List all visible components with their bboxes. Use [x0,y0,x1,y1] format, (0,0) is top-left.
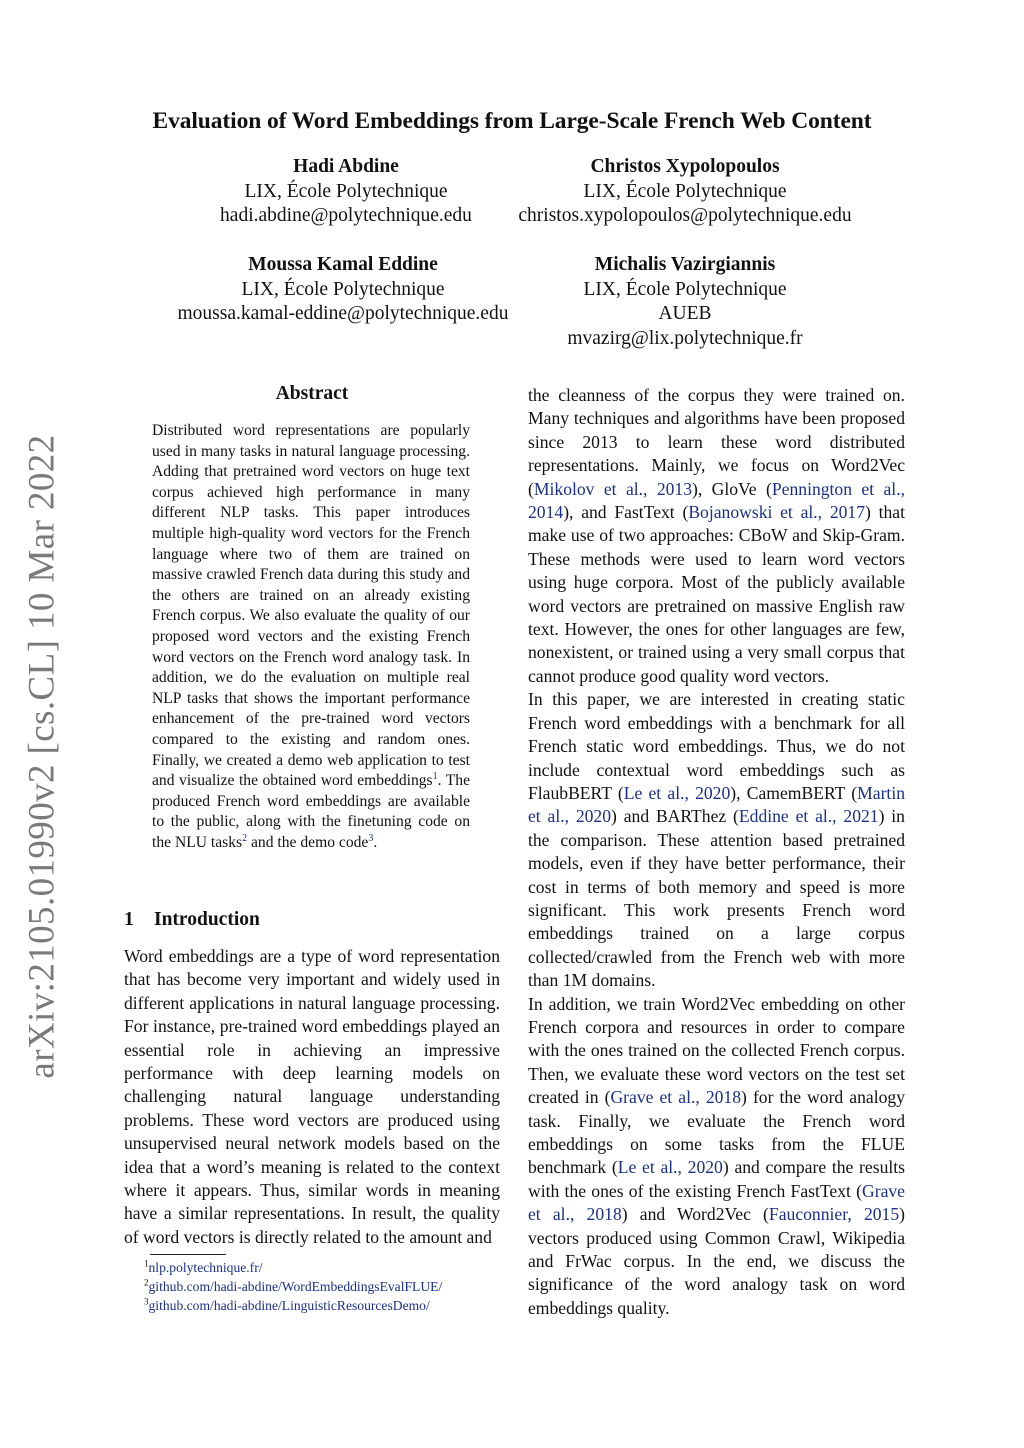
footnote-divider [150,1254,226,1255]
author-block-4 [530,253,840,351]
author-affiliation: LIX, École Polytechnique [583,278,787,300]
text: ), CamemBERT ( [730,782,858,803]
section-heading [124,909,260,931]
abstract-text: Distributed word representations are popularly used in many tasks in natural language processing. Adding that pretrained word vectors on huge text corpus achieved high performance in many different NLP tasks. This paper introduces multiple high-quality word vectors for the French language where two of them are trained on massive crawled French data during this study and the others are trained on an already existing French corpus. We also evaluate the quality of our proposed word vectors and the existing French word vectors on the French word analogy task. In addition, we do the evaluation on multiple real NLP tasks that shows the important performance enhancement of the pre-trained word vectors compared to the existing and random ones. Finally, we created a demo web application to test and visualize the obtained word embeddings [152,422,470,790]
footnote-ref-3[interactable]: 3 [368,832,374,844]
text: ) and Word2Vec ( [621,1204,769,1225]
footnote-2 [144,1277,442,1296]
arxiv-stamp-container [14,433,70,1079]
author-block-1 [186,155,506,229]
citation-link[interactable]: Pennington et al., 2014 [528,478,905,523]
citation-link[interactable]: Grave et al., 2018 [610,1087,742,1108]
author-email: moussa.kamal-eddine@polytechnique.edu [177,303,509,325]
citation-link[interactable]: Eddine et al., 2021 [738,806,879,827]
author-affiliation: LIX, École Polytechnique [583,180,787,202]
section-number: 1 [124,909,134,930]
text: ) and BARThez ( [611,806,739,827]
footnote-ref-2[interactable]: 2 [242,832,248,844]
abstract-text: and the demo code [247,833,369,851]
footnote-link[interactable]: github.com/hadi-abdine/LinguisticResourcesDemo/ [148,1298,430,1313]
citation-link[interactable]: Le et al., 2020 [617,1157,723,1178]
author-affiliation: LIX, École Polytechnique [241,278,445,300]
paper-title: Evaluation of Word Embeddings from Large-Scale French Web Content [152,108,872,134]
footnote-3 [144,1296,442,1315]
arxiv-stamp: arXiv:2105.01990v2 [cs.CL] 10 Mar 2022 [21,433,63,1079]
author-affiliation: LIX, École Polytechnique [244,180,448,202]
footnotes [144,1258,442,1315]
footnote-1 [144,1258,442,1277]
citation-link[interactable]: Le et al., 2020 [623,782,731,803]
text: ), and FastText ( [563,502,689,523]
author-name: Christos Xypolopoulos [590,156,780,177]
abstract-heading: Abstract [275,383,349,404]
paragraph [528,384,905,688]
text: ) and compare the results with the ones of the existing French FastText ( [528,1157,905,1201]
author-email: mvazirg@lix.polytechnique.fr [567,327,803,349]
footnote-link[interactable]: nlp.polytechnique.fr/ [148,1260,263,1275]
abstract-body [152,421,470,853]
footnote-number: 3 [144,1296,149,1307]
footnote-ref-1[interactable]: 1 [432,770,438,782]
citation-link[interactable]: Bojanowski et al., 2017 [688,502,866,523]
text: the cleanness of the corpus they were trained on. Many techniques and algorithms have been proposed since 2013 to learn these word distributed representations. Mainly, we focus on Word2Vec ( [528,385,905,499]
author-affiliation-2: AUEB [658,303,712,325]
right-column [528,384,905,1320]
author-name: Moussa Kamal Eddine [248,254,438,275]
paragraph [528,993,905,1321]
paragraph [528,688,905,992]
author-email: christos.xypolopoulos@polytechnique.edu [518,205,852,227]
citation-link[interactable]: Martin et al., 2020 [528,782,906,827]
citation-link[interactable]: Fauconnier, 2015 [768,1204,900,1225]
text: In this paper, we are interested in creating static French word embeddings with a benchmark for all French static word embeddings. Thus, we do not include contextual word embeddings such as FlaubBERT ( [528,689,905,803]
author-email: hadi.abdine@polytechnique.edu [220,205,472,227]
author-block-2 [490,155,880,229]
author-name: Hadi Abdine [293,156,399,177]
section-title: Introduction [154,909,260,930]
abstract-text: . The produced French word embeddings are available to the public, along with the finetuning code on the NLU tasks [152,772,470,851]
text: ) for the word analogy task. Finally, we evaluate the French word embeddings on some tasks from the FLUE benchmark ( [528,1087,905,1178]
text: ) in the comparison. These attention based pretrained models, even if they have better performance, their cost in terms of both memory and speed is more significant. This work presents French word embeddings trained on a large corpus collected/crawled from the French web with more than 1M domains. [528,806,905,991]
abstract-text: . [373,833,378,851]
author-block-3 [160,253,526,327]
footnote-link[interactable]: github.com/hadi-abdine/WordEmbeddingsEvalFLUE/ [148,1279,443,1294]
text: ) vectors produced using Common Crawl, Wikipedia and FrWac corpus. In the end, we discuss the significance of the word analogy task on word embeddings quality. [528,1204,905,1318]
intro-left-column: Word embeddings are a type of word representation that has become very important and widely used in different applications in natural language processing. For instance, pre-trained word embeddings played an essential role in achieving an impressive performance with deep learning models on challenging natural language understanding problems. These word vectors are produced using unsupervised neural network models based on the idea that a word’s meaning is related to the context where it appears. Thus, similar words in meaning have a similar representations. In result, the quality of word vectors is directly related to the amount and [124,946,500,1247]
citation-link[interactable]: Mikolov et al., 2013 [533,478,693,499]
footnote-number: 2 [144,1277,149,1288]
author-name: Michalis Vazirgiannis [594,254,776,275]
text: In addition, we train Word2Vec embedding on other French corpora and resources in order to compare with the ones trained on the collected French corpus. Then, we evaluate these word vectors on the test set created in ( [528,993,905,1108]
footnote-number: 1 [144,1258,149,1269]
citation-link[interactable]: Grave et al., 2018 [528,1180,905,1225]
text: ), GloVe ( [692,478,772,499]
text: ) that make use of two approaches: CBoW and Skip-Gram. These methods were used to learn word vectors using huge corpora. Most of the publicly available word vectors are pretrained on massive English raw text. However, the ones for other languages are few, nonexistent, or trained using a very small corpus that cannot produce good quality word vectors. [528,502,906,686]
